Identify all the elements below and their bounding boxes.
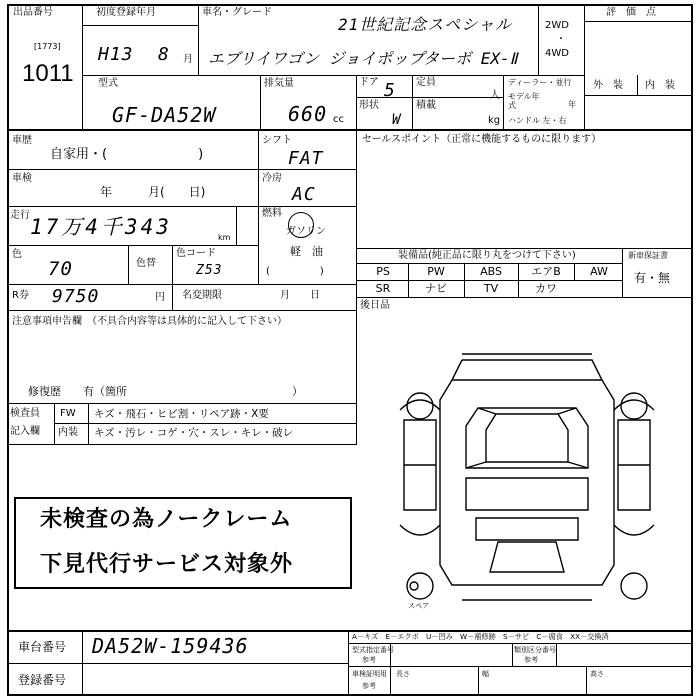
fuel-circle bbox=[288, 212, 314, 238]
new-car-warranty-label: 新車保証書 bbox=[628, 251, 668, 260]
shape-label: 形状 bbox=[359, 100, 379, 111]
name-change-value: 月 日 bbox=[280, 290, 320, 301]
length-label: 長さ bbox=[396, 670, 410, 678]
fuel-gas: ガソリン bbox=[286, 226, 326, 237]
form-cert-label: 型式指定番号 bbox=[352, 646, 394, 654]
capacity-unit: 人 bbox=[490, 90, 500, 101]
lot-sub: [1773] bbox=[34, 42, 61, 51]
fw-label: FW bbox=[60, 408, 76, 419]
form-cert-sub: 参考 bbox=[362, 656, 376, 664]
equip-leather: カワ bbox=[535, 282, 557, 295]
repair-label: 修復歴 有（箇所 ） bbox=[28, 385, 303, 398]
displacement-unit: cc bbox=[333, 114, 344, 125]
recycle-label: R券 bbox=[12, 290, 29, 301]
name-change-label: 名変期限 bbox=[182, 290, 222, 301]
shape-value: W bbox=[392, 112, 402, 128]
mileage-unit: km bbox=[218, 233, 231, 242]
new-car-warranty-value: 有・無 bbox=[634, 271, 671, 285]
ac-value: AC bbox=[292, 184, 316, 205]
dealer-label: ディーラー・並行 bbox=[508, 78, 572, 87]
interior-label: 内 装 bbox=[645, 80, 675, 91]
interior-items: キズ・汚レ・コゲ・穴・スレ・キレ・破レ bbox=[94, 427, 294, 439]
capacity-label: 定員 bbox=[416, 77, 436, 88]
ac-label: 冷房 bbox=[262, 173, 282, 184]
car-damage-diagram bbox=[392, 350, 662, 615]
car-name-label: 車名・グレード bbox=[202, 7, 272, 18]
chassis-value: DA52W-159436 bbox=[92, 634, 249, 658]
notes-label: 注意事項申告欄 （不具合内容等は具体的に記入して下さい） bbox=[12, 316, 287, 327]
equip-tv: TV bbox=[483, 282, 499, 295]
equip-ps: PS bbox=[376, 265, 390, 278]
load-unit: kg bbox=[488, 115, 501, 126]
shift-value: FAT bbox=[288, 148, 324, 169]
mileage-label: 走行 bbox=[10, 210, 30, 221]
inspection-label: 車検 bbox=[12, 173, 32, 184]
drive-dot: ・ bbox=[556, 34, 566, 45]
class-sub: 参考 bbox=[524, 656, 538, 664]
lot-no-label: 出品番号 bbox=[13, 7, 53, 18]
doors-value: 5 bbox=[384, 80, 396, 101]
model-year-label: モデル年式 bbox=[508, 92, 540, 110]
history-value: 自家用・( ) bbox=[50, 147, 204, 162]
color-change-label: 色替 bbox=[136, 258, 156, 269]
color-value: 70 bbox=[48, 258, 73, 280]
displacement-value: 660 bbox=[288, 102, 328, 126]
history-label: 車歴 bbox=[12, 135, 32, 146]
model-label: 型式 bbox=[98, 78, 118, 89]
inspection-value: 年 月( 日) bbox=[100, 185, 206, 199]
inspector-label: 検査員 bbox=[10, 408, 40, 419]
model-year-unit: 年 bbox=[568, 100, 576, 109]
color-code-label: 色コード bbox=[176, 248, 216, 259]
car-name: エブリイワゴン ジョイポップターボ EX-Ⅱ bbox=[208, 49, 518, 68]
shift-label: シフト bbox=[262, 135, 292, 146]
drive-4wd: 4WD bbox=[545, 48, 569, 59]
sales-point-label: セールスポイント（正常に機能するものに限ります） bbox=[362, 134, 602, 145]
color-label: 色 bbox=[12, 249, 22, 260]
first-reg-month-unit: 月 bbox=[183, 54, 193, 65]
banner-line1: 未検査の為ノークレーム bbox=[40, 507, 293, 532]
drive-2wd: 2WD bbox=[545, 20, 569, 31]
equipment-label: 装備品(純正品に限り丸をつけて下さい) bbox=[398, 250, 576, 261]
later-docs-label: 後日品 bbox=[360, 300, 390, 311]
interior-items-label: 内装 bbox=[58, 427, 78, 438]
equip-navi: ナビ bbox=[425, 282, 447, 295]
first-reg-label: 初度登録年月 bbox=[96, 7, 156, 18]
spare-tire-label: スペア bbox=[408, 602, 429, 610]
damage-legend: A－キズ E－エクボ U－凹み W－補修跡 S－サビ C－腐食 XX－交換済 bbox=[352, 632, 609, 641]
banner-line2: 下見代行サービス対象外 bbox=[40, 552, 294, 577]
equip-pw: PW bbox=[427, 265, 445, 278]
reg-no-label: 登録番号 bbox=[18, 673, 67, 687]
grade: 21世紀記念スペシャル bbox=[338, 15, 512, 34]
mileage-value: 17万4千343 bbox=[30, 215, 172, 239]
fuel-paren: ( ) bbox=[266, 266, 324, 277]
score-label: 評 価 点 bbox=[606, 7, 656, 18]
load-label: 積載 bbox=[416, 100, 436, 111]
first-reg-month: 8 bbox=[158, 44, 170, 65]
fuel-diesel: 軽 油 bbox=[290, 245, 323, 258]
car-cert-label: 車検証明用 bbox=[352, 670, 387, 678]
handle-label: ハンドル 左・右 bbox=[508, 116, 567, 125]
equip-airbag: エアB bbox=[531, 265, 561, 278]
model-value: GF-DA52W bbox=[112, 103, 217, 127]
entry-label: 記入欄 bbox=[10, 426, 40, 437]
equip-aw: AW bbox=[590, 265, 608, 278]
height-label: 高さ bbox=[590, 670, 604, 678]
first-reg-era: H13 bbox=[98, 44, 134, 65]
fw-items: キズ・飛石・ヒビ割・リペア跡・X要 bbox=[94, 408, 269, 420]
car-cert-sub: 参考 bbox=[362, 682, 376, 690]
displacement-label: 排気量 bbox=[264, 78, 294, 89]
width-label: 幅 bbox=[482, 670, 489, 678]
doors-label: ドア bbox=[359, 77, 379, 88]
equip-sr: SR bbox=[375, 282, 391, 295]
recycle-value: 9750 bbox=[52, 286, 100, 307]
lot-number: 1011 bbox=[22, 60, 74, 87]
recycle-unit: 円 bbox=[155, 292, 165, 303]
exterior-label: 外 装 bbox=[593, 80, 623, 91]
fuel-label: 燃料 bbox=[262, 208, 282, 219]
class-label: 類別区分番号 bbox=[514, 646, 556, 654]
chassis-label: 車台番号 bbox=[18, 640, 67, 654]
equip-abs: ABS bbox=[480, 265, 502, 278]
color-code-value: Z53 bbox=[196, 263, 223, 278]
